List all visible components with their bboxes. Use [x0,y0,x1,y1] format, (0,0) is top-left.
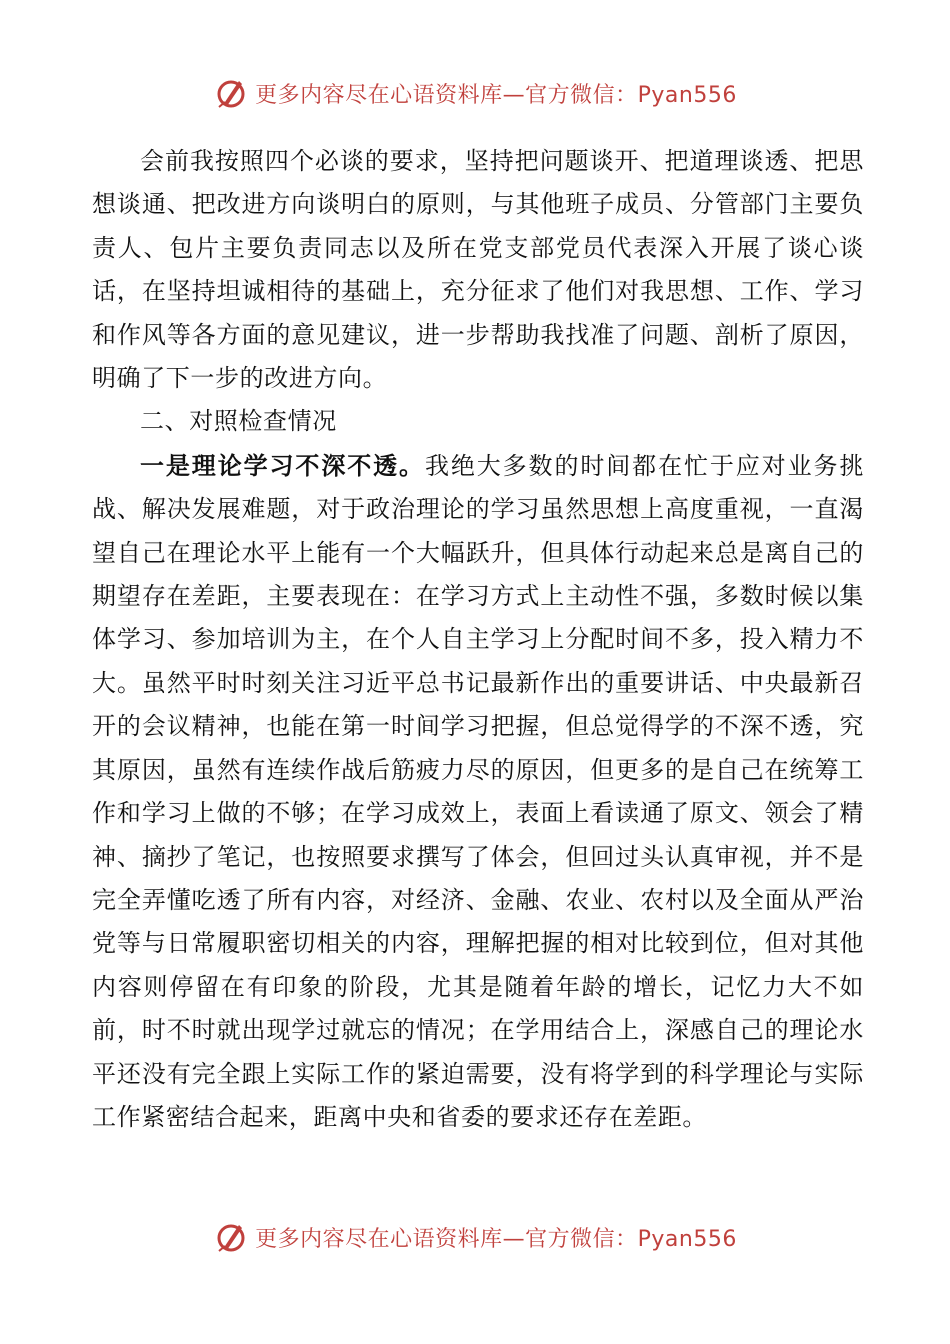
quill-logo-icon [213,75,249,111]
paragraph-lead-title: 一是理论学习不深不透。 [140,450,425,480]
paragraph-body-text: 我绝大多数的时间都在忙于应对业务挑战、解决发展难题，对于政治理论的学习虽然思想上高度重视，一直渴望自己在理论水平上能有一个大幅跃升，但具体行动起来总是离自己的期望存在差距，主要表现在：在学习方式上主动性不强，多数时候以集体学习、参加培训为主，在个人自主学习上分配时间不多，投入精力不大。虽然平时时刻关注习近平总书记最新作出的重要讲话、中央最新召开的会议精神，也能在第一时间学习把握，但总觉得学的不深不透，究其原因，虽然有连续作战后筋疲力尽的原因，但更多的是自己在统筹工作和学习上做的不够；在学习成效上，表面上看读通了原文、领会了精神、摘抄了笔记，也按照要求撰写了体会，但回过头认真审视，并不是完全弄懂吃透了所有内容，对经济、金融、农业、农村以及全面从严治党等与日常履职密切相关的内容，理解把握的相对比较到位，但对其他内容则停留在有印象的阶段，尤其是随着年龄的增长，记忆力大不如前，时不时就出现学过就忘的情况；在学用结合上，深感自己的理论水平还没有完全跟上实际工作的紧迫需要，没有将学到的科学理论与实际工作紧密结合起来，距离中央和省委的要求还存在差距。 [92,451,864,1131]
document-body [92,140,864,1139]
footer-watermark [0,1212,950,1262]
quill-logo-icon [213,1219,249,1255]
header-watermark [0,68,950,118]
section-heading-review: 二、对照检查情况 [140,407,337,436]
paragraph-theory-study [92,444,864,1140]
watermark-text: 更多内容尽在心语资料库—官方微信：Pyan556 [255,82,737,108]
watermark-text: 更多内容尽在心语资料库—官方微信：Pyan556 [255,1226,737,1252]
paragraph-talk-summary: 会前我按照四个必谈的要求，坚持把问题谈开、把道理谈透、把思想谈通、把改进方向谈明白的原则，与其他班子成员、分管部门主要负责人、包片主要负责同志以及所在党支部党员代表深入开展了谈心谈话，在坚持坦诚相待的基础上，充分征求了他们对我思想、工作、学习和作风等各方面的意见建议，进一步帮助我找准了问题、剖析了原因，明确了下一步的改进方向。 [92,147,864,393]
